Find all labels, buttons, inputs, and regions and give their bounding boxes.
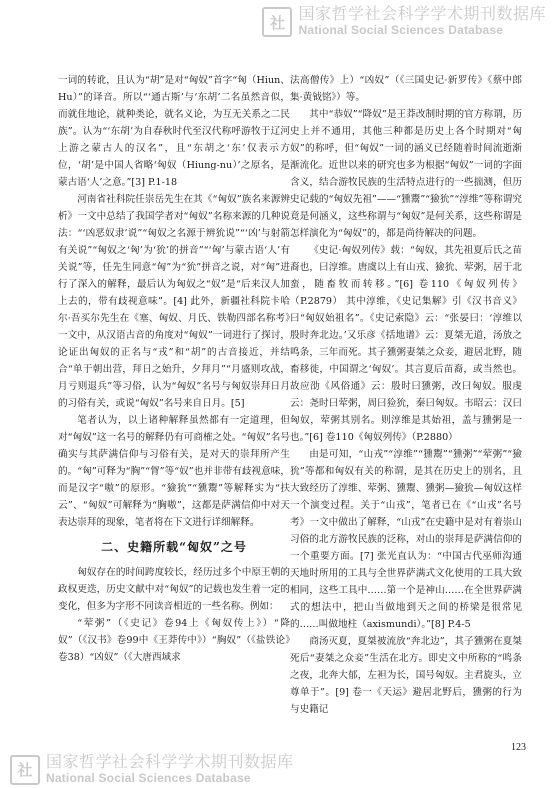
paragraph: 《史记·匈奴列传》载：“匈奴，其先祖夏后氏之苗裔也，曰淳维。唐虞以上有山戎、獫狁、荤粥，居于北蛮，随畜牧而转移。”[6] 卷110《匈奴列传》（P.2879） 其中淳维，《史记集解》引《汉书音义》曰“匈奴始祖名”。《史记索隐》云：“张晏曰：‘淳维以殷时奔北边。’又乐彦《括地谱》云：夏桀无道，汤放之鸣条，三年而死。其子獯粥妻桀之众妾，避居北野，随畜移徙，中国谓之‘匈奴’。其言夏后苗裔，或当然也。故应劭《风俗通》云：殷时曰獯粥，改曰匈奴。服虔云：尧时曰荤粥，周曰猃狁，秦曰匈奴。韦昭云：汉曰匈奴，荤粥其别名。则淳维是其始祖，盖与獯粥是一也。”[6] 卷110《匈奴列传》（P.2880） — [290, 245, 522, 443]
database-logo-icon: 社 — [10, 755, 40, 785]
right-column — [290, 72, 522, 718]
paragraph: 河南省社科院任崇岳先生在其《“匈奴”族名来源辨析》一文中总结了我国学者对“匈奴”名称来源的几种说法：“‘凶恶奴隶’说”“匈奴之名源于辨狁说”“‘凶’与射箭有关说”“匈奴之‘匈’为‘狁’的拼音”“‘匈’与蒙古语‘人’有关说”等，任先生同意“匈”为“狁”拼音之说，对“匈”进行了深入的解释，最后认为匈奴之“奴”是“后来汉人加上去的，带有歧视意味”。[4] 此外，新疆社科院卡哈尔·吾买尔先生在《塞、匈奴、月氏、铁勒四部名称考》一文中，从汉语古音的角度对“匈奴”一词进行了探讨，论证出匈奴的正名与“戎”和“胡”的古音接近，并结合“单于朝出营，拜日之始升，夕拜月”“月盛则攻战，月亏则退兵”等习俗，认为“匈奴”名号与匈奴崇拜日月的习俗有关，或说“匈奴”名号来自日月。[5] — [58, 194, 290, 409]
watermark-title-en: National Social Sciences Database — [46, 771, 251, 786]
paragraph: 商汤灭夏，夏桀被流放“奔北边”，其子獯粥在夏桀死后“妻桀之众妾”生活在北方。即史文中所称的“鸣条之夜，北奔大郁，左袒为长，国号匈奴。主君旋头，立尊单于”。[9] 卷一《天运》避居北野后，獯粥的行为与史籍记 — [290, 636, 522, 715]
watermark-title-zh: 国家哲学社会科学学术期刊数据库 — [46, 753, 294, 771]
watermark-text — [46, 754, 294, 786]
page-number: 123 — [511, 742, 526, 753]
watermark-text — [298, 6, 546, 38]
paragraph: 笔者认为，以上诸种解释虽然都有一定道理，但对“匈奴”这一名号的解释仍有可商榷之处。“匈奴”名号确实与其萨满信仰与习俗有关，是对天的崇拜所产生的。“匈”可释为“胸”“胷”等“奴”也并非带有歧视意味，而是汉字“嗷”的原形。“獫狁”“獯鬻”等解释实为“扶云”、“匈奴”可解释为“胸嗷”，这都是萨满信仰中对天表达崇拜的现象，笔者将在下文进行详细解释。 — [58, 415, 290, 528]
left-column — [58, 72, 290, 666]
section-heading: 二、史籍所载“匈奴”之号 — [101, 540, 247, 554]
paragraph: 一词的转讹，且认为“胡”是对“匈奴”首字“匈（Hiun、Hu）”的译音。所以“‘通古斯’与‘东胡’二名虽然音似，而就住地论，就种类论，就名义论，为互无关系之二民族”。认为“‘东胡’为自春秋时代至汉代称呼游牧于辽河上游之蒙古人的汉名”，且“东胡之‘东’仅表示方位，‘胡’是中国人省略‘匈奴（Hiung-nu）’之原名，是蒙古语‘人’之意。”[3] P.1-18 — [58, 75, 290, 188]
paragraph: 其中“恭奴”“降奴”是王莽改制时期的官方称谓，历史上并不通用，其他三种都是历史上各个时期对“匈奴”的称呼，但“匈奴”一词的涵义已经随着时间流逝渐渐流化。近世以来的研究也多为根据“匈奴”一词的字面含义，结合游牧民族的生活特点进行的一些揣测，但历史记载的“匈奴先祖”——“獯鬻”“獫狁”“淳维”等称谓究竟是何涵义，这些称谓与“匈奴”是何关系，这些称谓是怎样演化为“匈奴”的，都是尚待解决的问题。 — [290, 109, 522, 239]
paragraph: 匈奴存在的时间跨度较长，经历过多个中原王朝的政权更迭，历史文献中对“匈奴”的记载也发生着一定的变化，但多为字形不同读音相近的一些名称。例如： — [58, 567, 290, 612]
paragraph: 法高僧传》上）“凶奴”（《三国史记·新罗传》《蔡中郎集·黄钺铭》）等。 — [290, 75, 522, 103]
paragraph: 由是可知，“山戎”“淳维”“獯鬻”“獯粥”“荤粥”“獫狁”等都和匈奴有关的称谓，是其在历史上的别名，且大致经历了淳维、荤粥、獯鬻、獯粥—獫狁—匈奴这样一个演变过程。关于“山戎”，笔者已在《“山戎”名号考》一文中做出了解释，“山戎”在史籍中是对有着崇山习俗的北方游牧民族的泛称，对山的崇拜是萨满信仰的一个重要方面。[7] 张光直认为：“中国古代巫师沟通天地时所用的工具与全世界萨满式文化使用的工具大致相同，这些工具中……第一个是神山……在全世界萨满式的想法中，把山当做地到天之间的桥梁是很常见的……叫做地柱（axismundi）。”[8] P.4-5 — [290, 449, 522, 630]
watermark-top — [262, 6, 546, 38]
paragraph: “荤粥”（《史记》卷94上《匈奴传上》）“降奴”（《汉书》卷99中《王莽传中》）“胸奴”（《盐铁论》卷38）“凶奴”（《大唐西域求 — [58, 618, 290, 663]
database-logo-icon: 社 — [262, 7, 292, 37]
watermark-title-en: National Social Sciences Database — [298, 23, 504, 38]
watermark-bottom — [10, 754, 294, 786]
watermark-title-zh: 国家哲学社会科学学术期刊数据库 — [298, 6, 546, 23]
